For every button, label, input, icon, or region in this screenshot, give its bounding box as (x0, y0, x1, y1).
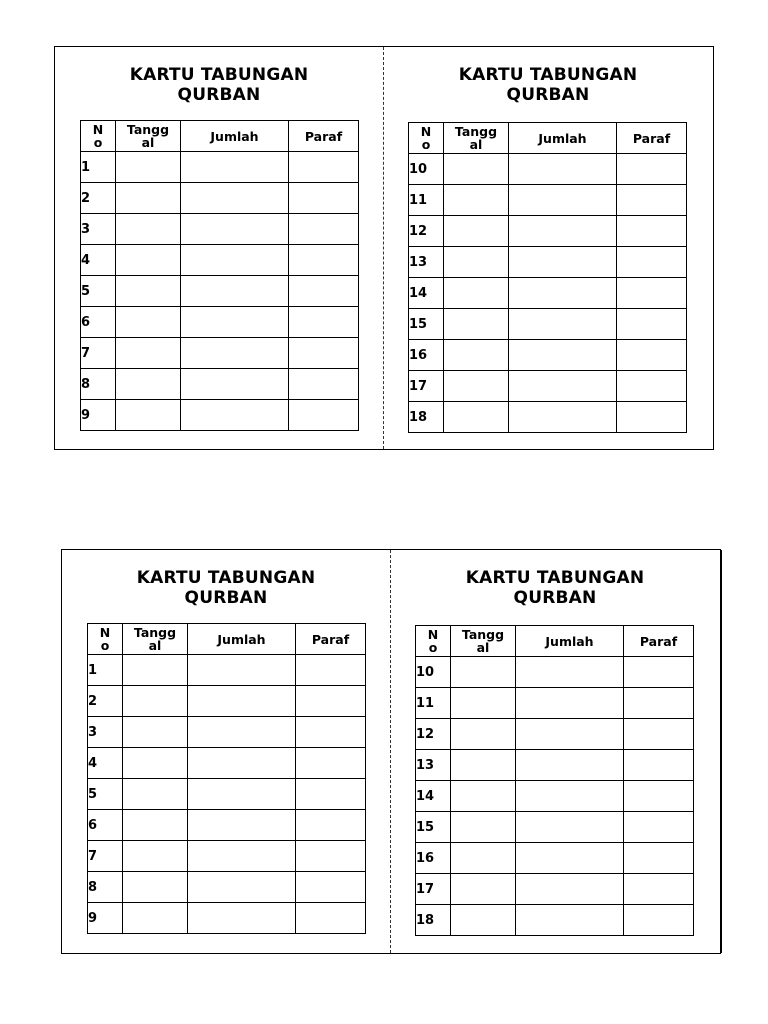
paraf-cell (296, 748, 366, 779)
row-number: 2 (88, 686, 123, 717)
paraf-cell (296, 810, 366, 841)
tanggal-cell (123, 717, 188, 748)
paraf-cell (289, 276, 359, 307)
row-number: 14 (409, 278, 444, 309)
tanggal-cell (444, 309, 509, 340)
jumlah-cell (509, 371, 617, 402)
tanggal-cell (444, 402, 509, 433)
row-number: 8 (88, 872, 123, 903)
jumlah-cell (188, 686, 296, 717)
tanggal-cell (123, 748, 188, 779)
paraf-cell (289, 214, 359, 245)
table-row (88, 655, 366, 686)
paraf-cell (289, 183, 359, 214)
table-row (81, 307, 359, 338)
savings-table (415, 625, 694, 936)
card-title: KARTU TABUNGAN QURBAN (465, 568, 645, 608)
table-row (416, 812, 694, 843)
tanggal-cell (116, 245, 181, 276)
savings-card-left (55, 47, 383, 449)
paraf-cell (296, 903, 366, 934)
jumlah-cell (181, 369, 289, 400)
paraf-cell (624, 812, 694, 843)
paraf-cell (624, 781, 694, 812)
header-paraf: Paraf (617, 123, 687, 154)
row-number: 3 (81, 214, 116, 245)
row-number: 17 (409, 371, 444, 402)
paraf-cell (289, 245, 359, 276)
header-jumlah: Jumlah (516, 626, 624, 657)
jumlah-cell (188, 779, 296, 810)
savings-table (408, 122, 687, 433)
row-number: 10 (409, 154, 444, 185)
jumlah-cell (188, 872, 296, 903)
paraf-cell (296, 872, 366, 903)
card-title: KARTU TABUNGAN QURBAN (458, 65, 638, 105)
header-no: N o (81, 121, 116, 152)
jumlah-cell (516, 905, 624, 936)
header-paraf: Paraf (296, 624, 366, 655)
paraf-cell (289, 307, 359, 338)
row-number: 6 (88, 810, 123, 841)
row-number: 9 (81, 400, 116, 431)
savings-card-right (384, 47, 712, 449)
row-number: 8 (81, 369, 116, 400)
table-header-row (88, 624, 366, 655)
header-tanggal: Tangg al (444, 123, 509, 154)
table-row (416, 843, 694, 874)
jumlah-cell (516, 781, 624, 812)
tanggal-cell (444, 340, 509, 371)
tanggal-cell (451, 812, 516, 843)
table-row (416, 905, 694, 936)
paraf-cell (296, 717, 366, 748)
paraf-cell (624, 719, 694, 750)
row-number: 7 (88, 841, 123, 872)
paraf-cell (617, 340, 687, 371)
paraf-cell (296, 779, 366, 810)
header-jumlah: Jumlah (509, 123, 617, 154)
table-row (409, 216, 687, 247)
row-number: 1 (81, 152, 116, 183)
jumlah-cell (188, 717, 296, 748)
table-row (81, 245, 359, 276)
savings-table (87, 623, 366, 934)
tanggal-cell (451, 905, 516, 936)
table-row (416, 657, 694, 688)
row-number: 5 (81, 276, 116, 307)
header-paraf: Paraf (624, 626, 694, 657)
table-header-row (409, 123, 687, 154)
table-row (88, 779, 366, 810)
row-number: 4 (88, 748, 123, 779)
tanggal-cell (123, 779, 188, 810)
paraf-cell (289, 338, 359, 369)
row-number: 15 (416, 812, 451, 843)
table-row (88, 872, 366, 903)
row-number: 14 (416, 781, 451, 812)
jumlah-cell (181, 245, 289, 276)
jumlah-cell (516, 657, 624, 688)
jumlah-cell (181, 214, 289, 245)
table-row (81, 400, 359, 431)
paraf-cell (617, 309, 687, 340)
paraf-cell (289, 369, 359, 400)
tanggal-cell (123, 655, 188, 686)
table-row (88, 810, 366, 841)
tanggal-cell (123, 841, 188, 872)
table-header-row (416, 626, 694, 657)
table-row (81, 183, 359, 214)
header-tanggal: Tangg al (116, 121, 181, 152)
row-number: 5 (88, 779, 123, 810)
table-row (409, 371, 687, 402)
table-row (416, 750, 694, 781)
jumlah-cell (509, 154, 617, 185)
header-paraf: Paraf (289, 121, 359, 152)
paraf-cell (624, 657, 694, 688)
jumlah-cell (509, 247, 617, 278)
table-row (416, 719, 694, 750)
tanggal-cell (451, 781, 516, 812)
table-row (81, 214, 359, 245)
header-no: N o (416, 626, 451, 657)
row-number: 16 (416, 843, 451, 874)
table-row (88, 717, 366, 748)
card-title: KARTU TABUNGAN QURBAN (129, 65, 309, 105)
row-number: 3 (88, 717, 123, 748)
paraf-cell (617, 278, 687, 309)
paraf-cell (624, 688, 694, 719)
tanggal-cell (123, 872, 188, 903)
jumlah-cell (509, 216, 617, 247)
paraf-cell (624, 874, 694, 905)
row-number: 13 (416, 750, 451, 781)
table-row (416, 688, 694, 719)
table-row (81, 338, 359, 369)
tanggal-cell (116, 152, 181, 183)
tanggal-cell (444, 371, 509, 402)
tanggal-cell (116, 214, 181, 245)
tanggal-cell (444, 216, 509, 247)
paraf-cell (617, 216, 687, 247)
jumlah-cell (509, 185, 617, 216)
row-number: 1 (88, 655, 123, 686)
row-number: 17 (416, 874, 451, 905)
table-row (409, 402, 687, 433)
jumlah-cell (509, 309, 617, 340)
tanggal-cell (451, 688, 516, 719)
paraf-cell (289, 400, 359, 431)
jumlah-cell (181, 307, 289, 338)
jumlah-cell (516, 750, 624, 781)
card-sheet-1 (54, 46, 714, 450)
jumlah-cell (181, 276, 289, 307)
header-jumlah: Jumlah (181, 121, 289, 152)
table-row (409, 185, 687, 216)
row-number: 15 (409, 309, 444, 340)
table-row (88, 686, 366, 717)
jumlah-cell (509, 278, 617, 309)
tanggal-cell (444, 154, 509, 185)
table-row (416, 781, 694, 812)
jumlah-cell (509, 340, 617, 371)
row-number: 18 (409, 402, 444, 433)
paraf-cell (617, 185, 687, 216)
table-row (81, 152, 359, 183)
tanggal-cell (451, 657, 516, 688)
paraf-cell (296, 841, 366, 872)
jumlah-cell (181, 400, 289, 431)
savings-card-left (62, 550, 390, 953)
row-number: 2 (81, 183, 116, 214)
table-row (409, 247, 687, 278)
paraf-cell (289, 152, 359, 183)
row-number: 10 (416, 657, 451, 688)
row-number: 16 (409, 340, 444, 371)
row-number: 9 (88, 903, 123, 934)
card-sheet-2 (61, 549, 721, 954)
row-number: 6 (81, 307, 116, 338)
tanggal-cell (116, 369, 181, 400)
table-row (409, 154, 687, 185)
paraf-cell (617, 247, 687, 278)
tanggal-cell (451, 874, 516, 905)
header-tanggal: Tangg al (123, 624, 188, 655)
jumlah-cell (516, 719, 624, 750)
jumlah-cell (516, 688, 624, 719)
jumlah-cell (188, 655, 296, 686)
row-number: 7 (81, 338, 116, 369)
card-title: KARTU TABUNGAN QURBAN (136, 568, 316, 608)
tanggal-cell (451, 750, 516, 781)
tanggal-cell (123, 686, 188, 717)
table-row (409, 278, 687, 309)
tanggal-cell (123, 903, 188, 934)
header-no: N o (88, 624, 123, 655)
savings-card-right (391, 550, 719, 953)
tanggal-cell (123, 810, 188, 841)
row-number: 4 (81, 245, 116, 276)
jumlah-cell (188, 841, 296, 872)
sheet-edge (720, 550, 722, 953)
tanggal-cell (116, 338, 181, 369)
paraf-cell (617, 402, 687, 433)
table-row (88, 841, 366, 872)
paraf-cell (617, 371, 687, 402)
tanggal-cell (116, 276, 181, 307)
header-jumlah: Jumlah (188, 624, 296, 655)
tanggal-cell (116, 307, 181, 338)
paraf-cell (617, 154, 687, 185)
savings-table (80, 120, 359, 431)
jumlah-cell (188, 748, 296, 779)
jumlah-cell (516, 812, 624, 843)
jumlah-cell (188, 903, 296, 934)
jumlah-cell (181, 152, 289, 183)
row-number: 13 (409, 247, 444, 278)
tanggal-cell (444, 278, 509, 309)
jumlah-cell (516, 874, 624, 905)
tanggal-cell (451, 719, 516, 750)
paraf-cell (296, 686, 366, 717)
table-row (88, 748, 366, 779)
row-number: 18 (416, 905, 451, 936)
table-row (409, 340, 687, 371)
row-number: 12 (409, 216, 444, 247)
header-tanggal: Tangg al (451, 626, 516, 657)
paraf-cell (624, 905, 694, 936)
tanggal-cell (444, 247, 509, 278)
paraf-cell (624, 843, 694, 874)
tanggal-cell (451, 843, 516, 874)
table-row (81, 276, 359, 307)
table-row (88, 903, 366, 934)
jumlah-cell (516, 843, 624, 874)
paraf-cell (296, 655, 366, 686)
row-number: 11 (416, 688, 451, 719)
jumlah-cell (181, 183, 289, 214)
table-row (81, 369, 359, 400)
tanggal-cell (116, 183, 181, 214)
tanggal-cell (444, 185, 509, 216)
paraf-cell (624, 750, 694, 781)
row-number: 12 (416, 719, 451, 750)
jumlah-cell (509, 402, 617, 433)
table-header-row (81, 121, 359, 152)
row-number: 11 (409, 185, 444, 216)
tanggal-cell (116, 400, 181, 431)
table-row (409, 309, 687, 340)
table-row (416, 874, 694, 905)
jumlah-cell (181, 338, 289, 369)
jumlah-cell (188, 810, 296, 841)
header-no: N o (409, 123, 444, 154)
